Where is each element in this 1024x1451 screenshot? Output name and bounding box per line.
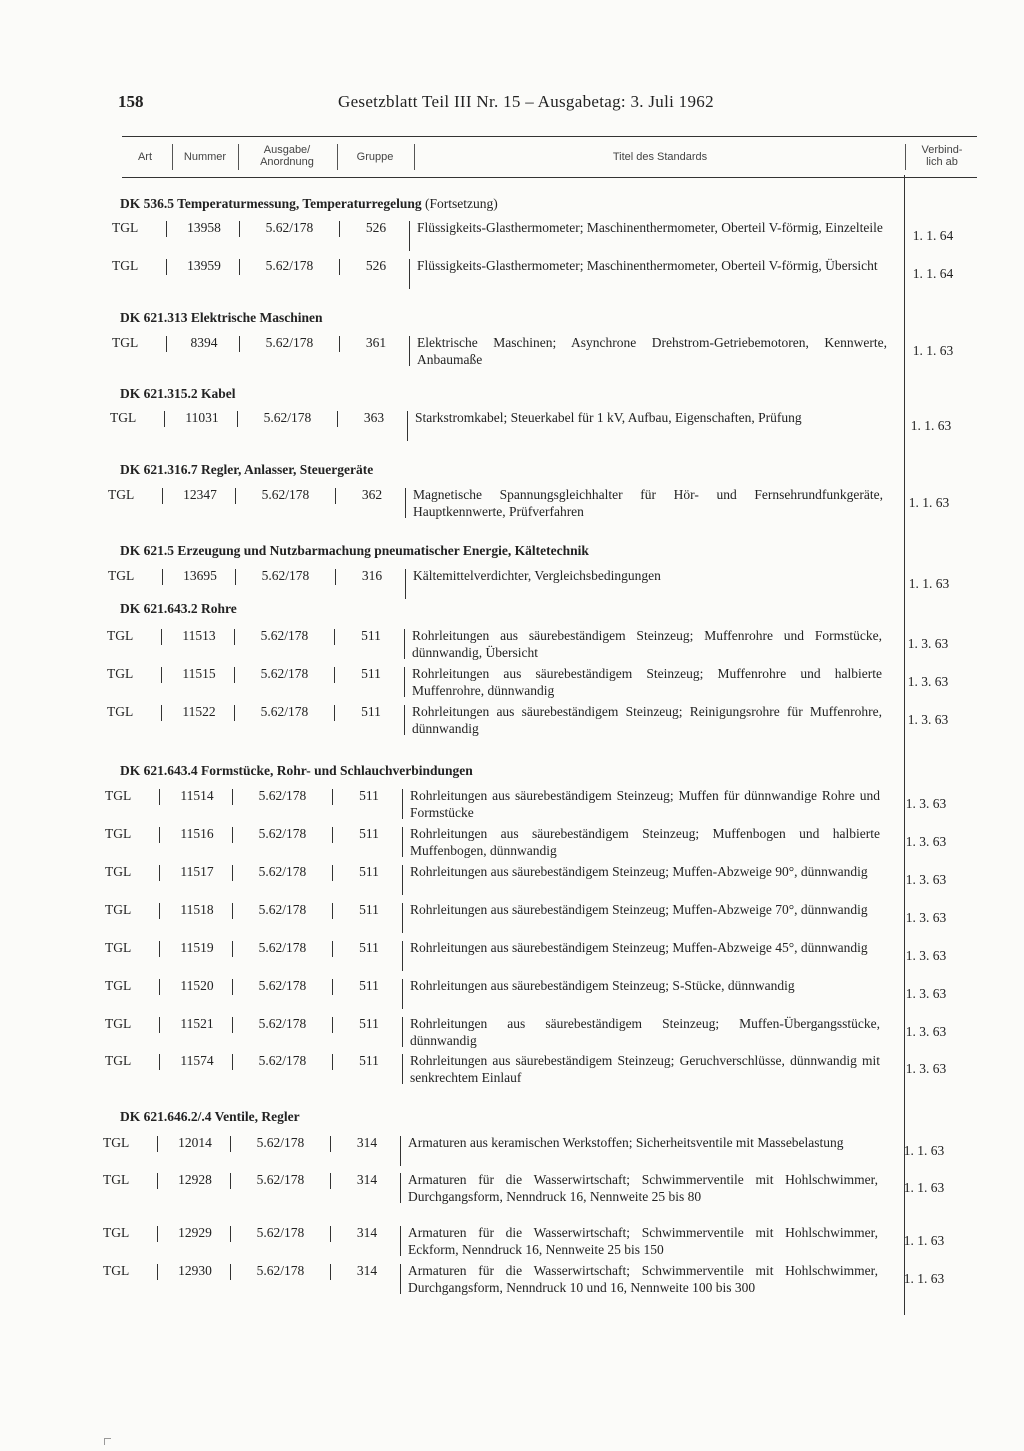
cell-divider [232, 1017, 233, 1033]
cell-divider [162, 488, 163, 504]
cell-art: TGL [105, 1016, 132, 1031]
cell-divider [161, 667, 162, 683]
section-heading-suffix: (Fortsetzung) [421, 196, 498, 211]
cell-divider [339, 336, 340, 352]
cell-gruppe: 511 [359, 788, 379, 803]
cell-titel: Rohrleitungen aus säurebeständigem Steinzeug; Muffenrohre und Formstücke, dünnwandig, Übersicht [412, 628, 882, 660]
cell-verbindlich: 1. 3. 63 [905, 1024, 947, 1039]
cell-nummer: 13959 [187, 258, 221, 273]
table-row [108, 567, 978, 603]
cell-divider [157, 1136, 158, 1152]
cell-titel: Starkstromkabel; Steuerkabel für 1 kV, Aufbau, Eigenschaften, Prüfung [415, 410, 802, 425]
cell-nummer: 11522 [182, 704, 216, 719]
cell-gruppe: 316 [361, 568, 383, 583]
cell-divider [402, 1017, 403, 1047]
cell-divider [161, 705, 162, 721]
page-title: Gesetzblatt Teil III Nr. 15 – Ausgabetag: 3. Juli 1962 [338, 92, 714, 111]
cell-ausgabe: 5.62/178 [261, 568, 310, 583]
cell-verbindlich: 1. 1. 63 [908, 576, 950, 591]
cell-divider [157, 1173, 158, 1189]
cell-art: TGL [112, 335, 139, 350]
cell-divider [405, 488, 406, 518]
cell-titel: Rohrleitungen aus säurebeständigem Steinzeug; Muffen für dünnwandige Rohre und Formstücke [410, 788, 880, 820]
cell-divider [230, 1226, 231, 1242]
cell-nummer: 8394 [190, 335, 218, 350]
cell-divider [405, 569, 406, 599]
column-ausgabe-line1: Ausgabe/ [263, 144, 311, 156]
cell-divider [232, 979, 233, 995]
cell-divider [332, 1054, 333, 1070]
cell-divider [402, 865, 403, 895]
cell-art: TGL [103, 1263, 130, 1278]
cell-gruppe: 511 [359, 826, 379, 841]
cell-divider [232, 789, 233, 805]
table-row [107, 627, 977, 663]
table-row [112, 257, 982, 293]
cell-divider [230, 1264, 231, 1280]
cell-gruppe: 511 [359, 978, 379, 993]
page-header [118, 92, 978, 116]
cell-nummer: 12930 [178, 1263, 212, 1278]
section-heading [120, 763, 473, 779]
cell-gruppe: 363 [363, 410, 385, 425]
cell-verbindlich: 1. 1. 63 [903, 1271, 945, 1286]
cell-ausgabe: 5.62/178 [263, 410, 312, 425]
cell-gruppe: 511 [361, 628, 381, 643]
cell-verbindlich: 1. 3. 63 [905, 910, 947, 925]
cell-titel: Rohrleitungen aus säurebeständigem Steinzeug; Muffen-Abzweige 90°, dünnwandig [410, 864, 868, 879]
cell-divider [332, 1017, 333, 1033]
cell-verbindlich: 1. 1. 63 [910, 418, 952, 433]
cell-gruppe: 314 [356, 1135, 378, 1150]
table-row [103, 1134, 973, 1170]
cell-nummer: 11515 [182, 666, 216, 681]
cell-divider [161, 629, 162, 645]
column-divider [414, 144, 415, 170]
cell-titel: Armaturen für die Wasserwirtschaft; Schwimmerventile mit Hohlschwimmer, Eckform, Nenndruck 16, Nennweite 25 bis 150 [408, 1225, 878, 1257]
cell-gruppe: 314 [356, 1263, 378, 1278]
cell-divider [159, 941, 160, 957]
cell-nummer: 12928 [178, 1172, 212, 1187]
cell-gruppe: 511 [361, 704, 381, 719]
cell-divider [402, 979, 403, 1009]
cell-titel: Armaturen für die Wasserwirtschaft; Schwimmerventile mit Hohlschwimmer, Durchgangsform, Nenndruck 10 und 16, Nennweite 100 bis 300 [408, 1263, 878, 1295]
cell-verbindlich: 1. 1. 64 [912, 266, 954, 281]
cell-divider [332, 903, 333, 919]
cell-ausgabe: 5.62/178 [258, 978, 307, 993]
cell-gruppe: 314 [356, 1225, 378, 1240]
cell-gruppe: 362 [361, 487, 383, 502]
cell-titel: Rohrleitungen aus säurebeständigem Steinzeug; Muffenrohre und halbierte Muffenrohre, dünnwandig [412, 666, 882, 698]
cell-divider [409, 221, 410, 251]
cell-ausgabe: 5.62/178 [258, 902, 307, 917]
cell-nummer: 11514 [180, 788, 214, 803]
section-heading [120, 543, 589, 559]
cell-verbindlich: 1. 3. 63 [905, 948, 947, 963]
cell-divider [232, 903, 233, 919]
cell-art: TGL [108, 487, 135, 502]
cell-divider [332, 941, 333, 957]
cell-titel: Rohrleitungen aus säurebeständigem Steinzeug; Muffen-Abzweige 45°, dünnwandig [410, 940, 868, 955]
cell-art: TGL [107, 704, 134, 719]
cell-ausgabe: 5.62/178 [258, 940, 307, 955]
section-heading [120, 196, 498, 212]
cell-nummer: 11518 [180, 902, 214, 917]
cell-nummer: 11031 [185, 410, 219, 425]
cell-divider [402, 1054, 403, 1084]
cell-divider [402, 789, 403, 819]
cell-divider [232, 827, 233, 843]
cell-divider [330, 1173, 331, 1189]
cell-divider [335, 569, 336, 585]
table-row [105, 939, 975, 975]
cell-art: TGL [105, 826, 132, 841]
cell-ausgabe: 5.62/178 [265, 335, 314, 350]
cell-divider [404, 667, 405, 697]
cell-divider [232, 1054, 233, 1070]
table-row [105, 787, 975, 823]
cell-divider [339, 221, 340, 237]
table-row [103, 1262, 973, 1298]
cell-titel: Rohrleitungen aus säurebeständigem Steinzeug; Geruchverschlüsse, dünnwandig mit senkrechtem Einlauf [410, 1053, 880, 1085]
table-row [103, 1171, 973, 1207]
cell-divider [234, 667, 235, 683]
cell-nummer: 11519 [180, 940, 214, 955]
cell-gruppe: 511 [359, 902, 379, 917]
cell-divider [159, 789, 160, 805]
cell-art: TGL [105, 902, 132, 917]
section-heading [120, 462, 373, 478]
cell-art: TGL [108, 568, 135, 583]
column-divider [238, 144, 239, 170]
cell-ausgabe: 5.62/178 [256, 1135, 305, 1150]
section-heading [120, 386, 236, 402]
section-heading-text: DK 621.5 Erzeugung und Nutzbarmachung pneumatischer Energie, Kältetechnik [120, 543, 589, 558]
cell-titel: Rohrleitungen aus säurebeständigem Steinzeug; Muffenbogen und halbierte Muffenbogen, dünnwandig [410, 826, 880, 858]
cell-verbindlich: 1. 1. 64 [912, 228, 954, 243]
cell-gruppe: 511 [359, 940, 379, 955]
cell-verbindlich: 1. 3. 63 [905, 872, 947, 887]
cell-verbindlich: 1. 3. 63 [905, 986, 947, 1001]
cell-verbindlich: 1. 3. 63 [907, 674, 949, 689]
cell-titel: Rohrleitungen aus säurebeständigem Steinzeug; S-Stücke, dünnwandig [410, 978, 795, 993]
cell-art: TGL [103, 1225, 130, 1240]
cell-art: TGL [105, 788, 132, 803]
cell-art: TGL [105, 1053, 132, 1068]
cell-divider [164, 411, 165, 427]
cell-nummer: 13958 [187, 220, 221, 235]
cell-nummer: 11516 [180, 826, 214, 841]
cell-gruppe: 526 [365, 220, 387, 235]
cell-nummer: 12347 [183, 487, 217, 502]
cell-divider [402, 827, 403, 857]
corner-mark [104, 1438, 111, 1445]
table-header [122, 136, 977, 178]
cell-divider [159, 827, 160, 843]
cell-divider [330, 1136, 331, 1152]
cell-divider [166, 336, 167, 352]
cell-divider [402, 903, 403, 933]
column-titel: Titel des Standards [612, 151, 708, 163]
cell-art: TGL [110, 410, 137, 425]
cell-ausgabe: 5.62/178 [258, 788, 307, 803]
section-heading [120, 1109, 300, 1125]
cell-verbindlich: 1. 1. 63 [903, 1180, 945, 1195]
cell-art: TGL [112, 258, 139, 273]
cell-ausgabe: 5.62/178 [260, 628, 309, 643]
cell-ausgabe: 5.62/178 [261, 487, 310, 502]
cell-divider [339, 259, 340, 275]
section-heading-text: DK 621.646.2/.4 Ventile, Regler [120, 1109, 300, 1124]
cell-divider [232, 865, 233, 881]
column-verbindlich [907, 144, 977, 168]
cell-nummer: 11520 [180, 978, 214, 993]
cell-divider [159, 903, 160, 919]
cell-ausgabe: 5.62/178 [256, 1172, 305, 1187]
cell-divider [332, 827, 333, 843]
cell-verbindlich: 1. 3. 63 [905, 1061, 947, 1076]
cell-divider [159, 1017, 160, 1033]
table-row [107, 665, 977, 701]
cell-divider [230, 1136, 231, 1152]
section-heading-text: DK 536.5 Temperaturmessung, Temperaturregelung [120, 196, 422, 211]
table-row [105, 1015, 975, 1051]
cell-gruppe: 511 [361, 666, 381, 681]
cell-divider [407, 411, 408, 441]
column-verbindlich-line1: Verbind- [921, 144, 963, 156]
cell-ausgabe: 5.62/178 [260, 666, 309, 681]
cell-divider [239, 259, 240, 275]
section-heading-text: DK 621.316.7 Regler, Anlasser, Steuergeräte [120, 462, 374, 477]
cell-divider [235, 488, 236, 504]
cell-ausgabe: 5.62/178 [258, 1053, 307, 1068]
cell-divider [235, 569, 236, 585]
column-ausgabe-line2: Anordnung [260, 156, 314, 168]
cell-nummer: 11517 [180, 864, 214, 879]
cell-divider [230, 1173, 231, 1189]
table-row [112, 334, 982, 370]
cell-ausgabe: 5.62/178 [258, 826, 307, 841]
cell-verbindlich: 1. 3. 63 [905, 834, 947, 849]
table-row [108, 486, 978, 522]
cell-titel: Rohrleitungen aus säurebeständigem Steinzeug; Muffen-Abzweige 70°, dünnwandig [410, 902, 868, 917]
column-divider [337, 144, 338, 170]
cell-divider [409, 259, 410, 289]
cell-divider [409, 336, 410, 366]
cell-divider [166, 221, 167, 237]
cell-nummer: 11521 [180, 1016, 214, 1031]
cell-verbindlich: 1. 1. 63 [903, 1143, 945, 1158]
cell-ausgabe: 5.62/178 [258, 864, 307, 879]
cell-divider [335, 488, 336, 504]
cell-titel: Armaturen aus keramischen Werkstoffen; Sicherheitsventile mit Massebelastung [408, 1135, 844, 1150]
cell-ausgabe: 5.62/178 [265, 220, 314, 235]
cell-divider [332, 789, 333, 805]
cell-divider [239, 336, 240, 352]
cell-ausgabe: 5.62/178 [256, 1225, 305, 1240]
cell-gruppe: 314 [356, 1172, 378, 1187]
column-art: Art [137, 151, 153, 163]
section-heading-text: DK 621.315.2 Kabel [120, 386, 236, 401]
cell-nummer: 11574 [180, 1053, 214, 1068]
table-row [112, 219, 982, 255]
cell-divider [334, 667, 335, 683]
cell-art: TGL [107, 666, 134, 681]
cell-gruppe: 361 [365, 335, 387, 350]
cell-nummer: 13695 [183, 568, 217, 583]
cell-verbindlich: 1. 1. 63 [908, 495, 950, 510]
cell-art: TGL [107, 628, 134, 643]
cell-verbindlich: 1. 3. 63 [907, 636, 949, 651]
section-heading [120, 601, 237, 617]
cell-nummer: 11513 [182, 628, 216, 643]
column-divider [172, 144, 173, 170]
cell-titel: Armaturen für die Wasserwirtschaft; Schwimmerventile mit Hohlschwimmer, Durchgangsform, Nenndruck 16, Nennweite 25 bis 80 [408, 1172, 878, 1204]
cell-divider [404, 629, 405, 659]
table-row [105, 863, 975, 899]
table-row [107, 703, 977, 739]
cell-divider [232, 941, 233, 957]
cell-divider [400, 1173, 401, 1203]
cell-art: TGL [103, 1135, 130, 1150]
cell-divider [334, 629, 335, 645]
cell-divider [402, 941, 403, 971]
cell-art: TGL [105, 940, 132, 955]
cell-verbindlich: 1. 3. 63 [907, 712, 949, 727]
cell-verbindlich: 1. 3. 63 [905, 796, 947, 811]
cell-divider [400, 1264, 401, 1294]
cell-divider [237, 411, 238, 427]
table-row [105, 1052, 975, 1088]
cell-divider [239, 221, 240, 237]
cell-divider [400, 1136, 401, 1166]
cell-divider [162, 569, 163, 585]
cell-divider [330, 1226, 331, 1242]
cell-nummer: 12929 [178, 1225, 212, 1240]
cell-divider [330, 1264, 331, 1280]
cell-ausgabe: 5.62/178 [258, 1016, 307, 1031]
cell-art: TGL [112, 220, 139, 235]
cell-gruppe: 511 [359, 864, 379, 879]
cell-nummer: 12014 [178, 1135, 212, 1150]
cell-verbindlich: 1. 1. 63 [912, 343, 954, 358]
cell-divider [332, 979, 333, 995]
cell-divider [159, 1054, 160, 1070]
cell-divider [234, 629, 235, 645]
column-verbindlich-line2: lich ab [926, 156, 958, 168]
cell-divider [234, 705, 235, 721]
cell-titel: Rohrleitungen aus säurebeständigem Steinzeug; Muffen-Übergangsstücke, dünnwandig [410, 1016, 880, 1048]
cell-divider [157, 1226, 158, 1242]
cell-ausgabe: 5.62/178 [256, 1263, 305, 1278]
cell-gruppe: 511 [359, 1016, 379, 1031]
cell-divider [159, 865, 160, 881]
section-heading-text: DK 621.643.4 Formstücke, Rohr- und Schlauchverbindungen [120, 763, 473, 778]
cell-divider [332, 865, 333, 881]
cell-gruppe: 511 [359, 1053, 379, 1068]
cell-divider [337, 411, 338, 427]
cell-titel: Kältemittelverdichter, Vergleichsbedingungen [413, 568, 661, 583]
table-row [110, 409, 980, 445]
cell-titel: Rohrleitungen aus säurebeständigem Steinzeug; Reinigungsrohre für Muffenrohre, dünnwandig [412, 704, 882, 736]
cell-divider [334, 705, 335, 721]
cell-titel: Magnetische Spannungsgleichhalter für Hör- und Fernsehrundfunkgeräte, Hauptkennwerte, Prüfverfahren [413, 487, 883, 519]
table-row [105, 901, 975, 937]
section-heading [120, 310, 323, 326]
cell-titel: Elektrische Maschinen; Asynchrone Drehstrom-Getriebemotoren, Kennwerte, Anbaumaße [417, 335, 887, 367]
table-row [105, 977, 975, 1013]
cell-divider [166, 259, 167, 275]
cell-gruppe: 526 [365, 258, 387, 273]
cell-divider [400, 1226, 401, 1256]
table-row [105, 825, 975, 861]
cell-divider [159, 979, 160, 995]
column-nummer: Nummer [183, 151, 227, 163]
cell-art: TGL [105, 978, 132, 993]
table-row [103, 1224, 973, 1260]
column-divider [905, 144, 906, 170]
cell-ausgabe: 5.62/178 [260, 704, 309, 719]
cell-titel: Flüssigkeits-Glasthermometer; Maschinenthermometer, Oberteil V-förmig, Übersicht [417, 258, 878, 273]
column-gruppe: Gruppe [356, 151, 394, 163]
section-heading-text: DK 621.643.2 Rohre [120, 601, 237, 616]
cell-ausgabe: 5.62/178 [265, 258, 314, 273]
page-number: 158 [118, 92, 144, 111]
cell-divider [157, 1264, 158, 1280]
cell-art: TGL [105, 864, 132, 879]
column-ausgabe [240, 144, 334, 168]
cell-divider [404, 705, 405, 735]
cell-verbindlich: 1. 1. 63 [903, 1233, 945, 1248]
cell-titel: Flüssigkeits-Glasthermometer; Maschinenthermometer, Oberteil V-förmig, Einzelteile [417, 220, 883, 235]
cell-art: TGL [103, 1172, 130, 1187]
section-heading-text: DK 621.313 Elektrische Maschinen [120, 310, 323, 325]
